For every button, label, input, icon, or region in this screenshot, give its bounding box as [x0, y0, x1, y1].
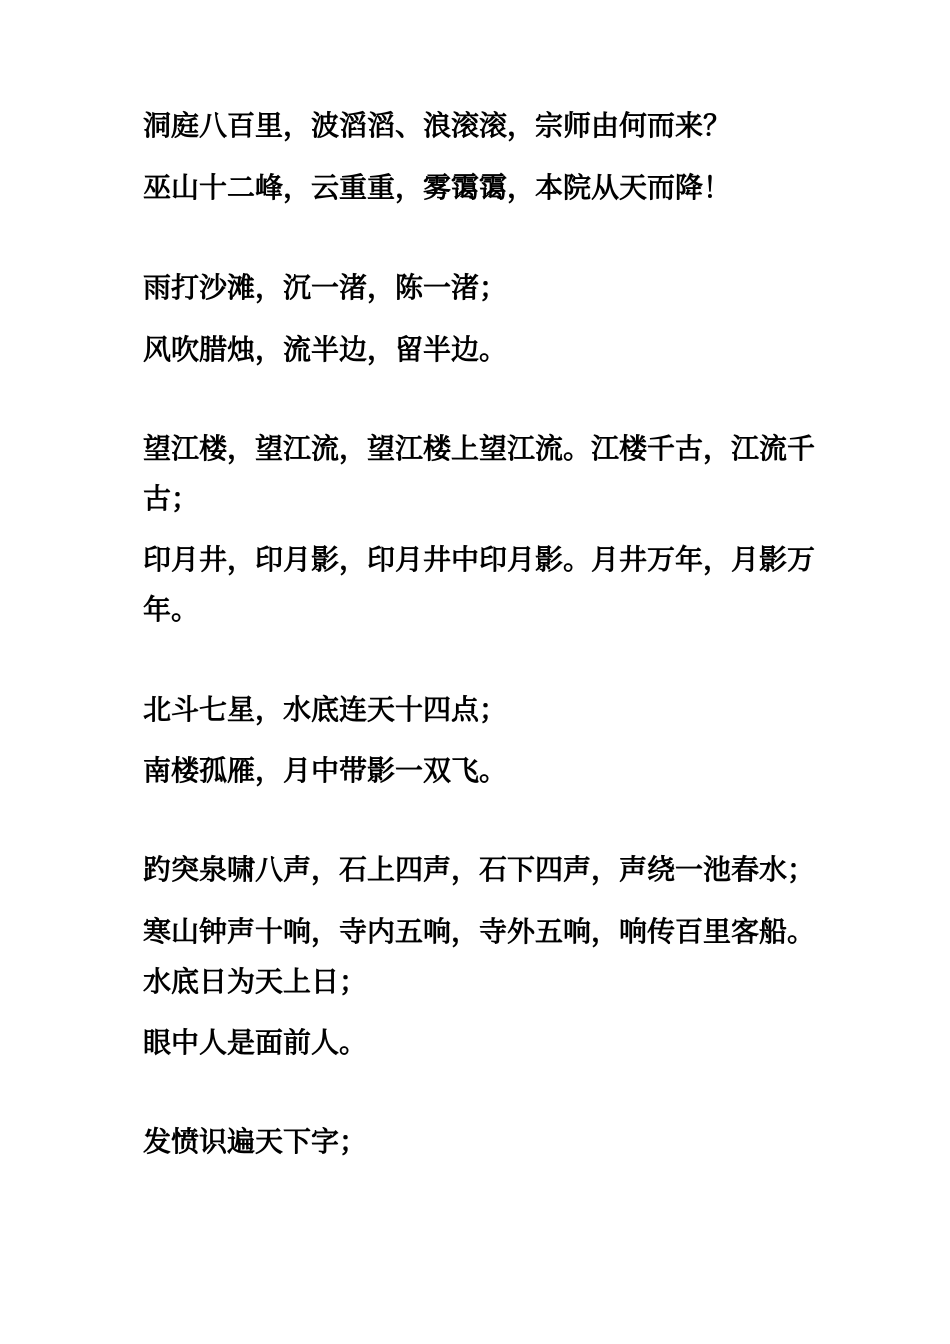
couplet-line: 趵突泉啸八声，石上四声，石下四声，声绕一池春水； [143, 853, 816, 886]
couplet-line: 雨打沙滩，沉一渚，陈一渚； [143, 271, 508, 304]
couplet-line: 南楼孤雁，月中带影一双飞。 [143, 754, 508, 787]
couplet-line: 风吹腊烛，流半边，留半边。 [143, 333, 508, 366]
couplet-line: 寒山钟声十响，寺内五响，寺外五响，响传百里客船。 [143, 915, 816, 948]
couplet-line: 水底日为天上日； [143, 965, 368, 998]
couplet-line: 眼中人是面前人。 [143, 1026, 368, 1059]
couplet-line: 发愤识遍天下字； [143, 1125, 368, 1158]
couplet-line: 印月井，印月影，印月井中印月影。月井万年，月影万年。 [143, 543, 816, 626]
couplet-line: 巫山十二峰，云重重，雾霭霭，本院从天而降！ [143, 171, 732, 204]
couplet-line: 北斗七星，水底连天十四点； [143, 693, 508, 726]
couplet-line: 洞庭八百里，波滔滔、浪滚滚，宗师由何而来？ [143, 109, 732, 142]
couplet-line: 望江楼，望江流，望江楼上望江流。江楼千古，江流千古； [143, 432, 816, 515]
